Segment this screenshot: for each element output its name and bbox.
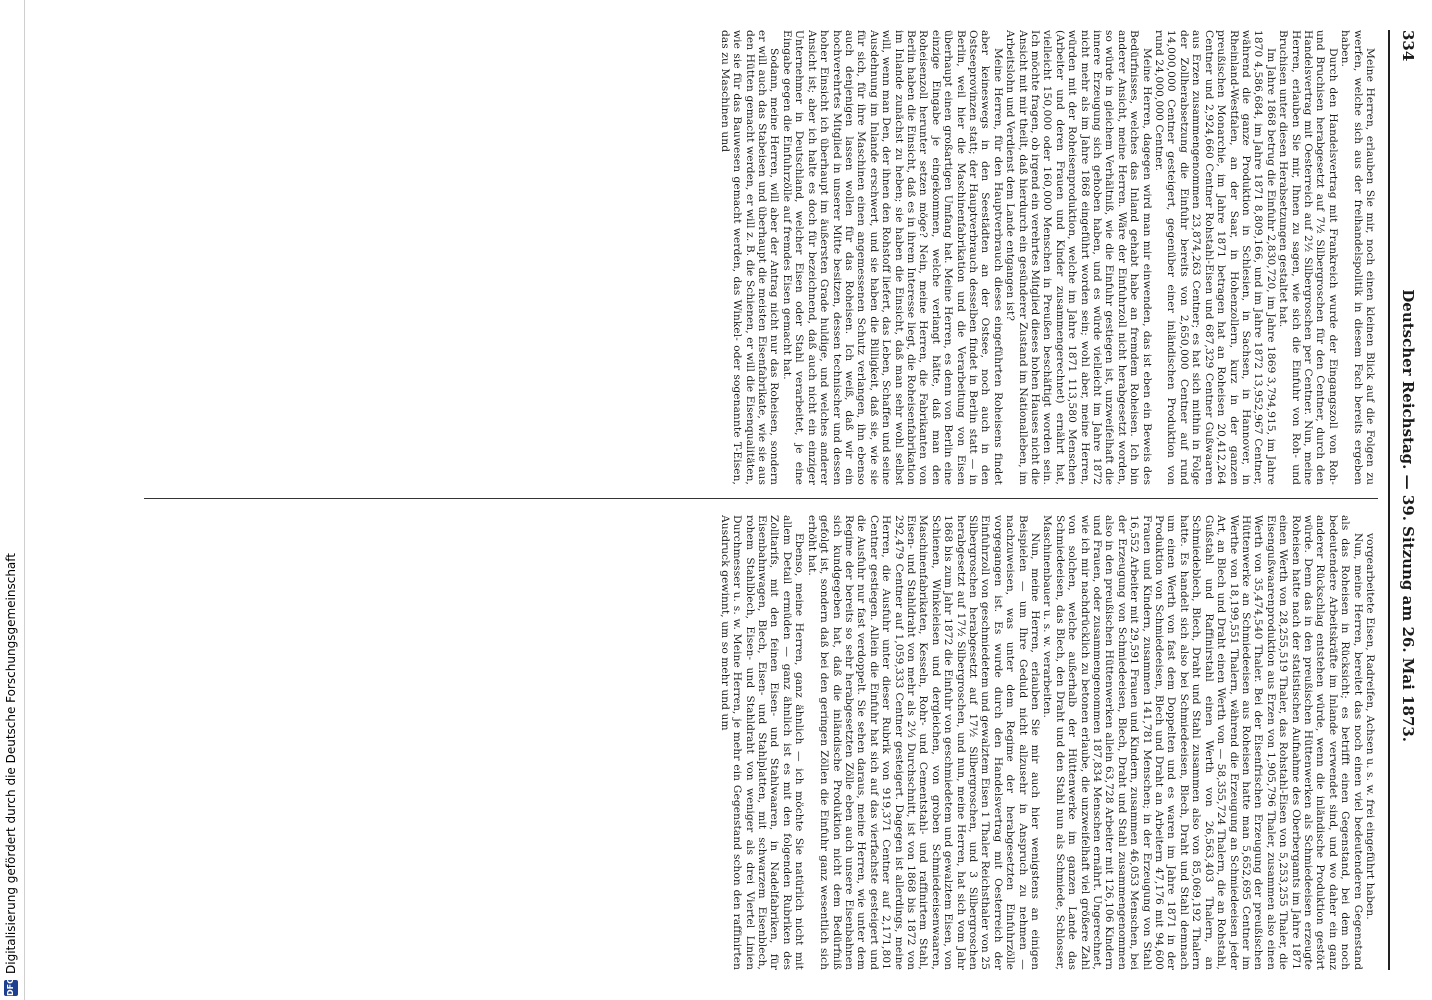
paragraph: Ebenso, meine Herren, ganz ähnlich — ich möchte Sie natürlich nicht mit allem Detail ermüden — ganz ähnlich ist es mit den folgenden Rubriken des Zolltarifs, mit den feinen Eisen- und Stahlwaaren, in Nadelfabriken, für Eisenbahnwagen, Blech, Eisen- und Stahlplatten, mit schwarzem Eisenblech, rohem Stahlblech, Eisen- und Stahldraht von weniger als drei Viertel Linien Durchmesser u. s. w. Meine Herren, je mehr ein Gegenstand schon den raffinirten Ausdruck gewinnt, um so mehr und um — [718, 515, 806, 970]
footer-strip — [0, 0, 22, 1000]
text-column-right — [140, 515, 1376, 970]
footer-credit — [4, 553, 18, 996]
scan-edge-line — [24, 0, 25, 1000]
header-rule — [1388, 30, 1390, 970]
paragraph: Nun, meine Herren, bereitet das noch einen viel bedeutenderen Gegenstand als das Roheisen in Rücksicht; es betrifft einen Gegenstand, bei dem noch bedeutendere Arbeitskräfte im Inlande verwendet sind, und wo daher ein ganz anderer Rückschlag entstehen würde, wenn die inländische Produktion gestört würde. Denn das in den preußischen Hüttenwerken als Schmiedeeisen erzeugte Roheisen hatte nach der statistischen Aufnahme des Oberbergamts im Jahre 1871 einen Werth von 28,255,519 Thaler, das Rohstahl-Eisen von 5,253,255 Thaler, die Eisengußwaarenproduktion aus Erzen von 1,905,796 Thaler, zusammen also einen Werth von 35,474,540 Thaler. Bei der Eisenfrischen Erzeugung der preußischen Hüttenwerke an Schmiedeeisen aus Roheisen hatte man 5,652,695 Centner im Werthe von 18,199,551 Thalern, während die Erzeugung an Schmiedeeisen jeder Art, an Blech und Draht einen Werth von — 58,355,724 Thalern, die an Rohstahl, Gußstahl und Raffinirstahl einen Werth von 26,563,403 Thalern, an Schmiedeblech, Blech, Draht und Stahl zusammen also von 85,069,192 Thalern hatte. Es handelt sich also bei Schmiedeeisen, Blech, Draht und Stahl demnach um einen Werth von fast dem Doppelten und es waren im Jahre 1871 in der Produktion von Schmiedeeisen, Blech und Draht an Arbeitern 47,176 mit 94,600 Frauen und Kindern, zusammen 141,781 Menschen; in der Erzeugung von Stahl 16,552 Arbeiter mit 29,591 Frauen und Kindern, zusammen 46,053 Menschen, bei der Erzeugung von Schmiedeeisen, Blech, Draht und Stahl zusammengenommen also in den preußischen Hüttenwerken allein 63,728 Arbeiter mit 126,106 Kindern und Frauen, oder zusammengenommen 187,834 Menschen ernährt. Ungerechnet, wie ich mir nachdrücklich zu betonen erlaube, die unzweifelhaft viel größere Zahl von solchen, welche außerhalb der Hüttenwerke im ganzen Lande das Schmiedeeisen, das Blech, den Draht und den Stahl nun als Schmiede, Schlosser, Maschinenbauer u. s. w. verarbeiten. — [1041, 515, 1364, 970]
paragraph: vorgearbeitete Eisen, Radreifen, Achsen u. s. w. frei eingeführt haben. — [1364, 533, 1376, 920]
text-column-left — [140, 30, 1376, 485]
scanned-page — [130, 0, 1430, 1000]
footer-credit-text: Digitalisierung gefördert durch die Deutsche Forschungsgemeinschaft — [4, 552, 18, 974]
paragraph: Nun, meine Herren, erlauben Sie mir auch hier wenigstens an einigen Beispielen — um Ihre Geduld nicht allzusehr in Anspruch zu nehmen — nachzuweisen, was unter dem Regime der herabgesetzten Einfuhrzölle vorgegangen ist. Es wurde durch den Handelsvertrag mit Oesterreich der Einfuhrzoll von geschmiedetem und gewalztem Eisen 1 Thaler Reichsthaler von 25 Silbergroschen herabgesetzt auf 17½ Silbergroschen, und 3 Silbergroschen herabgesetzt auf 17½ Silbergroschen, und nun, meine Herren, hat sich vom Jahr 1868 bis zum Jahr 1872 die Einfuhr von geschmiedetem und gewalztem Eisen, von Schienen, Winkeleisen und dergleichen, von groben Schmiedeeisenwaaren, Maschinenfabrikaten, Kesseln, Rohr- und Cementstahl- und raffinirtem Stahl, Eisen- und Stahldraht von mehr als 2⅓ Durchschnitt, ist von 1868 bis 1872 von 292,479 Centner auf 1,059,333 Centner gesteigert. Dagegen ist allerdings, meine Herren, die Ausfuhr unter dieser Rubrik von 919,371 Centner auf 2,171,801 Centner gestiegen. Allein die Einfuhr hat sich auf das vierfachste gesteigert und die Ausfuhr nur fast verdoppelt. Sie sehen daraus, meine Herren, wie unter dem Regime der bereits so sehr herabgesetzten Zölle eben auch unsere Eisenbahnen sich kundgegeben hat, daß die inländische Produktion nicht dem Bedürfniß gefolgt ist, sondern daß bei den geringen Zöllen die Einfuhr ganz wesentlich sich erhöht hat. — [805, 515, 1042, 970]
paragraph: Durch den Handelsvertrag mit Frankreich wurde der Eingangszoll von Roh- und Bruchisen herabgesetzt auf 7½ Silbergroschen für den Centner, durch den Handelsvertrag mit Oesterreich auf 2½ Silbergroschen per Centner. Nun, meine Herren, erlauben Sie mir, Ihnen zu sagen, wie sich die Einfuhr von Roh- und Bruchisen unter diesen Herabsetzungen gestaltet hat. — [1277, 30, 1339, 485]
paragraph: Meine Herren, erlauben Sie mir, noch einen kleinen Blick auf die Folgen zu werfen, welche sich aus der freihandelspolitik in diesem Fach bereits ergeben haben. — [1339, 30, 1376, 485]
dfg-logo: DFG — [4, 980, 18, 996]
column-divider — [144, 498, 1378, 499]
paragraph: Meine Herren, für den Hauptverbrauch dieses eingeführten Roheisens findet aber keineswegs in den Seestädten an der Ostsee, noch auch in den Ostseeprovinzen statt; der Hauptverbrauch desselben findet in Berlin statt — in Berlin, weil hier die Maschinenfabrikation und die Verarbeitung von Eisen überhaupt einen großartigen Umfang hat. Meine Herren, es denn von Berlin eine einzige Eingabe je eingekommen, welche verlangt hätte, daß man den Roheisenzoll herunter setzen möge? Nein, meine Herren, die Fabrikanten von Berlin haben die Einsicht, daß es in ihrem Interesse liegt, die Roheisenfabrikation im Inlande zunächst zu heben; sie haben die Einsicht, daß man sehr wohl selbst will, wenn man Den, der ihnen den Rohstoff liefert, das Leben, Schaffen und seine Ausdehnung im Inlande erschwert, und sie haben die Billigkeit, daß sie, wie sie für sich, für ihre Maschinen einen angemessenen Schutz verlangen, ihn ebenso auch denjenigen lassen wollen für das Roheisen. Ich weiß, daß wir ein hochverehrtes Mitglied in unserer Mitte besitzen, dessen technischer und dessen hoher Einsicht ich überhaupt im äußersten Grade huldige, und welches anderer Ansicht ist; aber ich halte es doch für bezeichnend, daß auch nicht ein einziger Unternehmer in Deutschland, welcher Eisen oder Stahl verarbeitet, je eine Eingabe gegen die Einfuhrzölle auf fremdes Eisen gemacht hat. — [780, 30, 1004, 485]
paragraph: Sodann, meine Herren, will aber der Antrag nicht nur das Roheisen, sondern er will auch das Stabeisen und überhaupt die meisten Eisenfabrikate, wie sie aus den Hütten gemacht werden, er will z. B. die Schienen, er will die Eisenqualitäten, wie sie für das Bauwesen gemacht werden, das Winkel- oder sogenannte T-Eisen, das zu Maschinen und — [718, 30, 781, 485]
page-number: 334 — [1399, 30, 1417, 62]
paragraph: Im Jahre 1868 betrug die Einfuhr 2,830,720, im Jahre 1869 3,794,915, im Jahre 1870 4,586,684, im Jahre 1871 8,809,166, und im Jahre 1872 13,952,967 Centner, während die ganze Produktion in Schlesien, in Sachsen, in Hannover, in Rheinland-Westfalen, an der Saar, in Hohenzollern, kurz in der ganzen preußischen Monarchie, im Jahre 1871 betragen hat an Roheisen 20,412,264 Centner und 2,924,660 Centner Rohstahl-Eisen und 687,329 Centner Gußwaaren aus Erzen zusammengenommen 23,874,263 Centner; es hat sich mithin in Folge der Zollherabsetzung die Einfuhr bereits von 2,650,000 Centner auf rund 14,000,000 Centner gesteigert, gegenüber einer inländischen Produktion von rund 24,000,000 Centner. — [1153, 30, 1277, 485]
page-header — [1394, 30, 1422, 970]
page-title: Deutscher Reichstag. — 39. Sitzung am 26. Mai 1873. — [1399, 289, 1417, 742]
paragraph: Meine Herren, dagegen wird man mir einwenden, das ist eben ein Beweis des Bedürfnisses, welches das Inland gehabt habe an fremdem Roheisen. Ich bin anderer Ansicht, meine Herren. Wäre der Einfuhrzoll nicht herabgesetzt worden, so würde in gleichem Verhältniß, wie die Einfuhr gestiegen ist, unzweifelhaft die innere Erzeugung sich gehoben haben, und es würde vielleicht im Jahre 1872 nicht mehr als im Jahre 1868 eingeführt worden sein; wohl aber, meine Herren, würden mit der Roheisenproduktion, welche im Jahre 1871 113,580 Menschen (Arbeiter und deren Frauen und Kinder zusammengerechnet) ernährt hat, vielleicht 150,000 oder 160,000 Menschen in Preußen beschäftigt worden sein. Ich möchte fragen, ob irgend ein verehrtes Mitglied dieses hohen Hauses nicht die Ansicht mit mir theilt, daß hierdurch ein gesünderer Zustand im Nationalleben, im Arbeitslohn und Verdienst dem Lande entgangen ist? — [1004, 30, 1153, 485]
